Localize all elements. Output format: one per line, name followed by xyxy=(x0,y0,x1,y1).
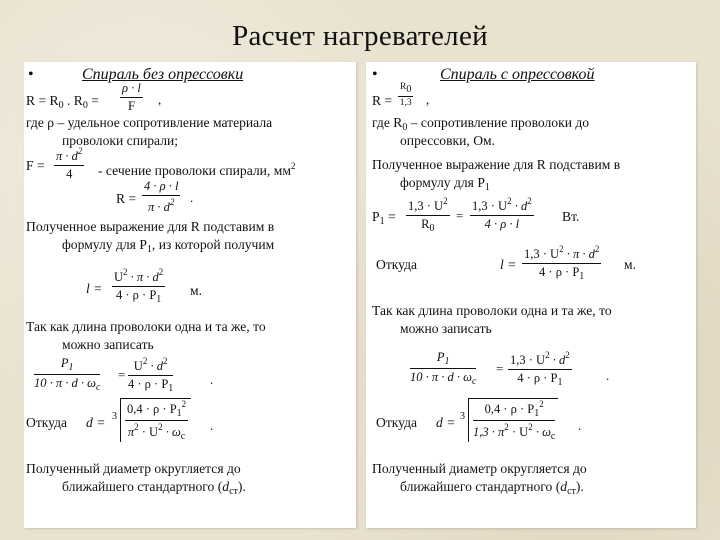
left-eq-rhs-fraction: $\frac{U^2 \cdot d^2}{4 \cdot \rho \cdot P_1}$ xyxy=(128,356,174,394)
right-round-line2: ближайшего стандартного $(d_{ст})$. xyxy=(400,479,584,497)
left-same-line2: можно записать xyxy=(62,337,154,352)
left-eq-lhs-fraction: $\frac{P_1}{10 \cdot \pi \cdot d \cdot \omega_c}$ xyxy=(34,356,101,393)
left-heading: Спираль без опрессовки xyxy=(82,66,244,83)
left-l-fraction: $\frac{U^2 \cdot \pi \cdot d^2}{4 \cdot \rho \cdot P_1}$ xyxy=(114,267,164,305)
left-r-label: R = xyxy=(116,191,137,206)
right-l-unit: м. xyxy=(624,257,637,272)
left-where-line2: проволоки спирали; xyxy=(62,133,179,148)
right-where-line2: опрессовки, Ом. xyxy=(400,133,496,148)
right-subst-line2: формулу для $P_1$ xyxy=(400,175,490,193)
right-eq-rhs-fraction: $\frac{1,3 \cdot U^2 \cdot d^2}{4 \cdot \rho \cdot P_1}$ xyxy=(510,350,570,388)
right-whence2: Откуда xyxy=(376,415,418,430)
right-p-eq2: = xyxy=(456,208,464,223)
right-whence: Откуда xyxy=(376,257,418,272)
right-heading: Спираль с опрессовкой xyxy=(440,66,595,83)
right-l-label: l = xyxy=(500,257,517,272)
right-subst-line1: Полученное выражение для R подставим в xyxy=(372,157,621,172)
left-f-text: - сечение проволоки спирали, $мм^2$ xyxy=(98,161,296,178)
left-r0-tail: , xyxy=(158,92,162,107)
right-where-line1: где $R_0$ – сопротивление проволоки до xyxy=(372,115,590,133)
left-round-line2: ближайшего стандартного $(d_{ст})$. xyxy=(62,479,246,497)
right-r-tail: , xyxy=(426,92,430,107)
left-eq-sign: = xyxy=(118,367,126,382)
left-d-label: d = xyxy=(86,415,106,430)
right-same-line2: можно записать xyxy=(400,321,492,336)
right-p-fraction-1: $\frac{1,3 \cdot U^2}{R_0}$ xyxy=(408,196,448,234)
left-where-line1: где ρ – удельное сопротивление материала xyxy=(26,115,273,130)
left-f-label: F = xyxy=(26,158,45,173)
right-d-tail: . xyxy=(578,418,582,433)
right-eq-lhs-fraction: $\frac{P_1}{10 \cdot \pi \cdot d \cdot \omega_c}$ xyxy=(410,350,477,387)
left-panel xyxy=(24,62,356,528)
left-bullet: • xyxy=(28,66,34,83)
right-p-fraction-2: $\frac{1,3 \cdot U^2 \cdot d^2}{4 \cdot \rho \cdot l}$ xyxy=(472,196,532,231)
right-r-label: R = xyxy=(372,93,393,108)
left-r0-fraction: $\frac{\rho \cdot l}{F}$ xyxy=(122,81,141,113)
right-p-label: $P_1$ = xyxy=(372,209,396,227)
right-d-root: 3 $0,4 \cdot \rho \cdot P_1^2$ $1,3 \cdot \pi^2 \cdot U^2 \cdot \omega_c$ xyxy=(468,398,558,442)
right-same-line1: Так как длина проволоки одна и та же, то xyxy=(372,303,612,318)
right-eq-tail: . xyxy=(606,368,610,383)
right-panel xyxy=(366,62,696,528)
right-l-fraction: $\frac{1,3 \cdot U^2 \cdot \pi \cdot d^2}{4 \cdot \rho \cdot P_1}$ xyxy=(524,244,600,282)
page-title: Расчет нагревателей xyxy=(232,20,488,52)
left-d-tail: . xyxy=(210,418,214,433)
left-whence: Откуда xyxy=(26,415,68,430)
right-d-label: d = xyxy=(436,415,456,430)
left-r-equation: $R = R_0$ . $R_0$ = xyxy=(26,93,99,111)
left-subst-line2: формулу для $P_1$, из которой получим xyxy=(62,237,275,255)
right-eq-sign: = xyxy=(496,361,504,376)
left-eq-tail: . xyxy=(210,372,214,387)
right-bullet: • xyxy=(372,66,378,83)
left-subst-line1: Полученное выражение для R подставим в xyxy=(26,219,275,234)
right-p-unit: Вт. xyxy=(562,209,580,224)
left-f-fraction: $\frac{\pi \cdot d^2}{4}$ xyxy=(56,146,83,181)
left-round-line1: Полученный диаметр округляется до xyxy=(26,461,241,476)
right-d-fraction: $0,4 \cdot \rho \cdot P_1^2$ $1,3 \cdot \pi^2 \cdot U^2 \cdot \omega_c$ xyxy=(473,399,556,442)
left-d-root: 3 $0,4 \cdot \rho \cdot P_1^2$ $\pi^2 \cdot U^2 \cdot \omega_c$ xyxy=(120,398,191,442)
right-round-line1: Полученный диаметр округляется до xyxy=(372,461,587,476)
left-d-fraction: $0,4 \cdot \rho \cdot P_1^2$ $\pi^2 \cdot U^2 \cdot \omega_c$ xyxy=(127,399,187,442)
left-l-unit: м. xyxy=(190,283,203,298)
left-l-label: l = xyxy=(86,281,103,296)
left-r-tail: . xyxy=(190,190,194,205)
left-same-line1: Так как длина проволоки одна и та же, то xyxy=(26,319,266,334)
left-r-fraction: $\frac{4 \cdot \rho \cdot l}{\pi \cdot d^2}$ xyxy=(144,179,179,214)
right-r-fraction: $\frac{R0}{1,3}$ xyxy=(399,82,412,108)
